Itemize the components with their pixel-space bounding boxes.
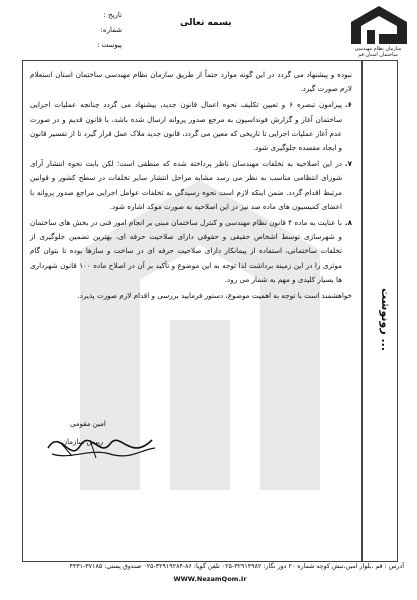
- signatory-title: رییس سازمان: [62, 438, 103, 446]
- number-label: شماره:: [100, 26, 122, 34]
- paragraph-text: نبوده و پیشنهاد می گردد در این گونه موارد حتماً از طریق سازمان نظام مهندسی ساختمان استان استعلام لازم صورت گیرد.: [30, 70, 352, 94]
- letter-footer: [16, 562, 404, 583]
- paragraph-number: ۷.: [344, 159, 352, 169]
- organization-name: سازمان نظام مهندسی ساختمان استان قم: [354, 46, 402, 58]
- attachment-label: پیوست :: [97, 41, 122, 49]
- paragraph-text: با عنایت به ماده ۴ قانون نظام مهندسی و کنترل ساختمان مبنی بر انجام امور فنی در بخش های ساختمان و شهرسازی توسط اشخاص حقیقی و حقوقی دارای صلاحیت حرفه ای، بهترین تضمین جلوگیری از تخلفات ساختمانی، استفاده از پیمانکار دارای صلاحیت حرفه ای در ساخت و سازها بوده تا بتوان گام موثری را در این زمینه برداشت لذا توجه به این موضوع و تأکید بر آن در اصلاح ماده ۱۰۰ قانون شهرداری ها بسیار کلیدی و مهم به شمار می رود.: [30, 218, 342, 284]
- handwritten-signature-icon: [40, 418, 160, 478]
- paragraph-text: پیرامون تبصره ۶ و تعیین تکلیف نحوه اعمال قانون جدید، پیشنهاد می گردد چنانچه عملیات اجرایی ساختمان آغاز و گزارش فونداسیون به مرجع صدور پروانه ارسال شده باشد، با قانون قدیم و در صورت عدم آغاز عملیات اجرایی تا تاریخی که معین می گردد، قانون جدید ملاک عمل قرار گیرد تا از تفسیر قانون و ایجاد مفسده جلوگیری شود.: [30, 100, 342, 153]
- paragraph-8: [30, 216, 352, 287]
- footer-address: آدرس : قم ،بلوار امین،نبش کوچه شماره ۲۰ دور نگار: ۳۲۹۱۴۹۸۲-۰۲۵ تلفن گویا: ۸۶-۳۲۹۱۹۲۸۴-۰۲۵ صندوق پستی: ۳۷۱۸۵-۴۴۳۱: [69, 563, 404, 570]
- paragraph-6: [30, 98, 352, 155]
- paragraph-number: ۶.: [344, 100, 352, 110]
- paragraph-text: در این اصلاحیه به تخلفات مهندسان ناظر پرداخته شده که منطقی است؛ لکن بابت نحوه انتشار آرای شورای انتظامی مناسب به نظر می رسد مشابه مراحل انتشار سایر تخلفات در سطح کشور و قوانین مرتبط اقدام گردد. ضمن اینکه لازم است نحوه رسیدگی به تخلفات عوامل اجرایی مراجع صدور پروانه با اعضای کمیسیون های ماده صد نیز در این اصلاحیه به صورت موکد اشاره شود.: [30, 159, 342, 211]
- basmala-heading: بسمه تعالی: [180, 18, 232, 28]
- letter-body: [30, 68, 352, 305]
- paragraph-number: ۸.: [344, 218, 352, 228]
- closing-request: [30, 289, 352, 303]
- letter-meta: [62, 8, 122, 53]
- footer-website: WWW.NezamQom.Ir: [173, 575, 247, 583]
- letterhead: [0, 0, 417, 62]
- paragraph-continuation: [30, 68, 352, 96]
- paragraph-7: [30, 157, 352, 214]
- paragraph-text: خواهشمند است با توجه به اهمیت موضوع، دستور فرمایید بررسی و اقدام لازم صورت پذیرد.: [77, 291, 352, 301]
- date-label: تاریخ :: [103, 11, 122, 19]
- side-label: رونوشت ...: [379, 288, 392, 352]
- signatory-name: امین مقومی: [70, 420, 106, 428]
